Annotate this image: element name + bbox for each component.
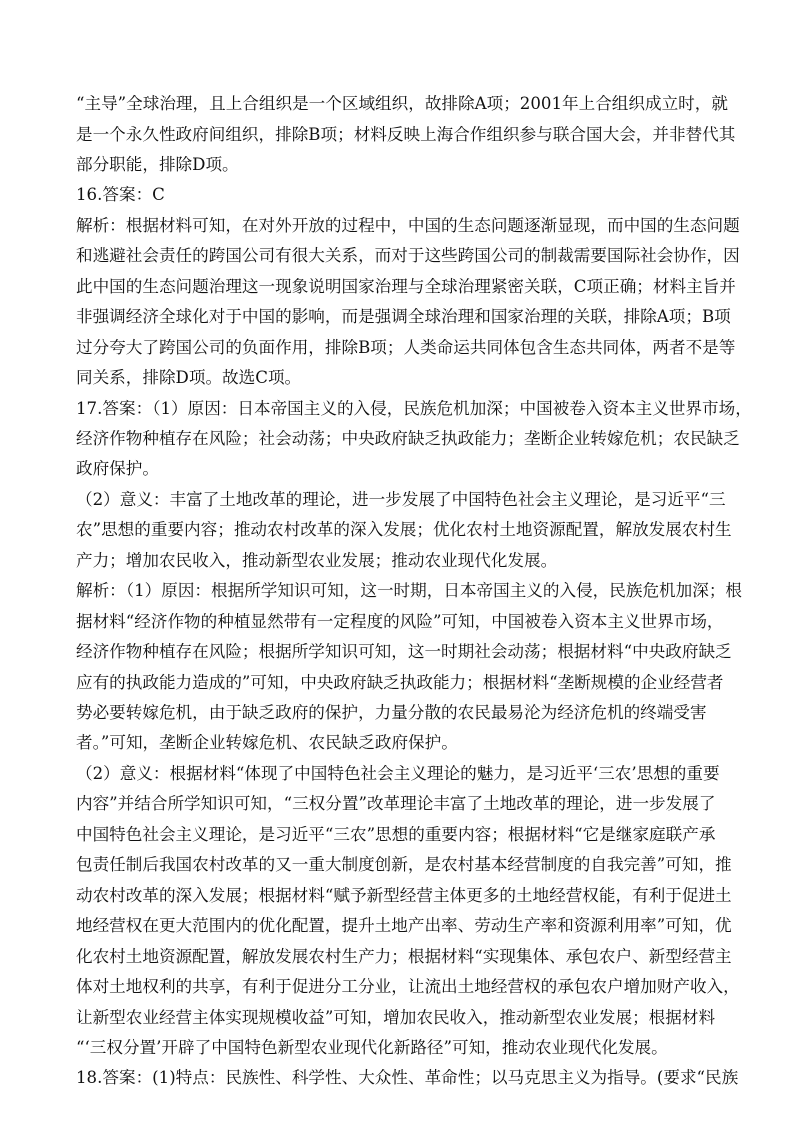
answer-heading: 16.答案：C [76,185,165,205]
text-line: 者。”可知，垄断企业转嫁危机、农民缺乏政府保护。 [76,733,458,753]
text-line: 中国特色社会主义理论，是习近平“三农”思想的重要内容；根据材料“它是继家庭联产承 [76,824,716,844]
text-line: 政府保护。 [76,459,159,479]
text-line: 内容”并结合所学知识可知，“三权分置”改革理论丰富了土地改革的理论，进一步发展了 [76,794,716,814]
text-line: 经济作物种植存在风险；社会动荡；中央政府缺乏执政能力；垄断企业转嫁危机；农民缺乏 [76,428,740,448]
text-line: 解析：根据材料可知，在对外开放的过程中，中国的生态问题逐渐显现，而中国的生态问题 [76,215,740,235]
text-line: 和逃避社会责任的跨国公司有很大关系，而对于这些跨国公司的制裁需要国际社会协作，因 [76,246,740,266]
text-line: 过分夸大了跨国公司的负面作用，排除B项；人类命运共同体包含生态共同体，两者不是等 [76,337,736,357]
text-line: 非强调经济全球化对于中国的影响，而是强调全球治理和国家治理的关联，排除A项；B项 [76,307,731,327]
text-line: 此中国的生态问题治理这一现象说明国家治理与全球治理紧密关联，C项正确；材料主旨并 [76,276,736,296]
text-line: 势必要转嫁危机，由于缺乏政府的保护，力量分散的农民最易沦为经济危机的终端受害 [76,703,707,722]
text-line: 是一个永久性政府间组织，排除B项；材料反映上海合作组织参与联合国大会，并非替代其 [76,124,736,144]
text-line: （2）意义：丰富了土地改革的理论，进一步发展了中国特色社会主义理论，是习近平“三 [76,489,726,509]
text-line: 同关系，排除D项。故选C项。 [76,368,302,388]
text-line: 解析：（1）原因：根据所学知识可知，这一时期，日本帝国主义的入侵，民族危机加深；根 [76,581,743,601]
text-line: 让新型农业经营主体实现规模收益”可知，增加农民收入，推动新型农业发展；根据材料 [76,1007,716,1027]
text-line: 18.答案：(1)特点：民族性、科学性、大众性、革命性；以马克思主义为指导。(要求“民族 [76,1068,739,1088]
text-line: 动农村改革的深入发展；根据材料“赋予新型经营主体更多的土地经营权能，有利于促进土 [76,885,732,905]
text-line: 产力；增加农民收入，推动新型农业发展；推动农业现代化发展。 [76,550,558,570]
text-line: （2）意义：根据材料“体现了中国特色社会主义理论的魅力，是习近平‘三农’思想的重要 [76,763,720,783]
text-line: “主导”全球治理，且上合组织是一个区域组织，故排除A项；2001年上合组织成立时，就 [76,94,728,113]
text-line: “‘三权分置’开辟了中国特色新型农业现代化新路径”可知，推动农业现代化发展。 [76,1037,668,1057]
answer-heading: 17.答案：（1）原因：日本帝国主义的入侵，民族危机加深；中国被卷入资本主义世界市场， [76,398,752,418]
text-line: 应有的执政能力造成的”可知，中央政府缺乏执政能力；根据材料“垄断规模的企业经营者 [76,672,724,692]
text-line: 经济作物种植存在风险；根据所学知识可知，这一时期社会动荡；根据材料“中央政府缺乏 [76,642,732,662]
text-line: 化农村土地资源配置，解放发展农村生产力；根据材料“实现集体、承包农户、新型经营主 [76,946,732,966]
text-line: 农”思想的重要内容；推动农村改革的深入发展；优化农村土地资源配置，解放发展农村生 [76,520,732,540]
text-line: 地经营权在更大范围内的优化配置，提升土地产出率、劳动生产率和资源利用率”可知，优 [76,916,732,936]
text-line: 包责任制后我国农村改革的又一重大制度创新，是农村基本经营制度的自我完善”可知，推 [76,855,732,875]
text-line: 部分职能，排除D项。 [76,154,239,174]
text-line: 体对土地权利的共享，有利于促进分工分业，让流出土地经营权的承包农户增加财产收入， [76,977,740,996]
text-line: 据材料“经济作物的种植显然带有一定程度的风险”可知，中国被卷入资本主义世界市场， [76,611,724,631]
